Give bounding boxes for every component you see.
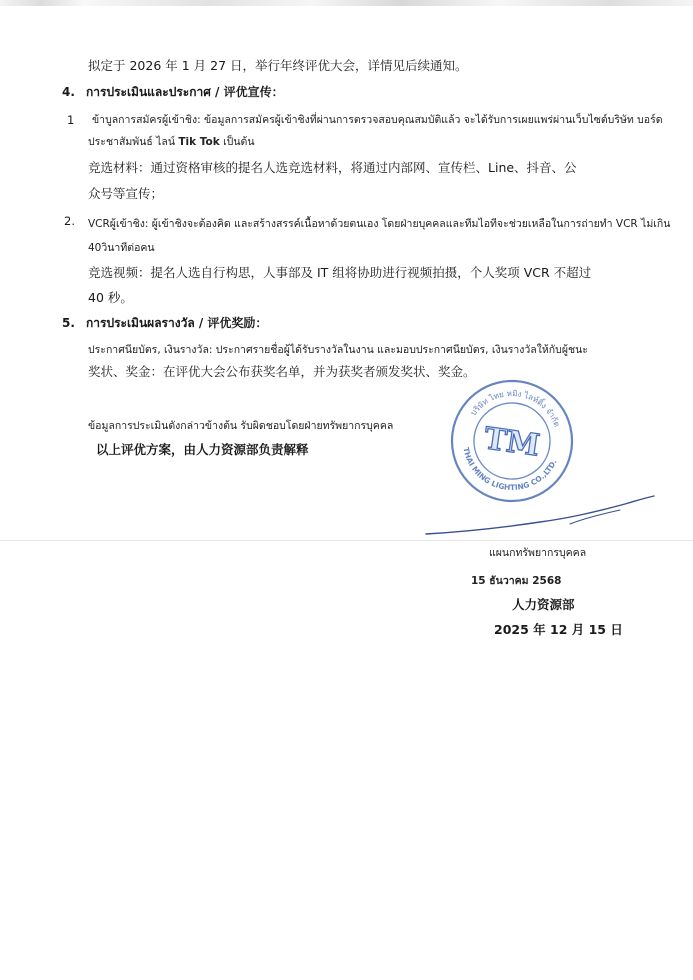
item1-thai-line2 <box>88 134 255 150</box>
stamp-center-text: TM <box>481 421 542 464</box>
closing-thai: ข้อมูลการประเมินดังกล่าวข้างต้น รับผิดชอบโดยฝ่ายทรัพยากรบุคคล <box>88 420 394 432</box>
intro-line: 拟定于 2026 年 1 月 27 日，举行年终评优大会，详情见后续通知。 <box>88 58 468 73</box>
item1-thai-line2-pre: ประชาสัมพันธ์ ไลน์ <box>88 136 179 148</box>
section5-title: การประเมินผลรางวัล / 评优奖励： <box>86 316 268 330</box>
item1-cn-line1: 竞选材料：通过资格审核的提名人选竞选材料，将通过内部网、宣传栏、Line、抖音、公 <box>88 160 577 175</box>
item2-number: 2. <box>64 214 75 228</box>
item2-cn-line2: 40 秒。 <box>88 290 133 305</box>
section5-cn-line: 奖状、奖金：在评优大会公布获奖名单，并为获奖者颁发奖状、奖金。 <box>88 364 476 379</box>
scan-edge-artifact <box>0 0 693 6</box>
stamp-ring-top-text: บริษัท ไทย หมิง ไลท์ติ้ง จำกัด <box>468 388 562 429</box>
item2-thai-line2: 40วินาทีต่อคน <box>88 242 155 254</box>
section4-title: การประเมินและประกาศ / 评优宣传： <box>86 85 284 99</box>
signature-date-thai: 15 ธันวาคม 2568 <box>471 575 562 587</box>
section5-thai-line: ประกาศนียบัตร, เงินรางวัล: ประกาศรายชื่อผู้ได้รับรางวัลในงาน และมอบประกาศนียบัตร, เงินรางวัลให้กับผู้ชนะ <box>88 344 588 356</box>
signature-date-cn: 2025 年 12 月 15 日 <box>494 622 623 637</box>
item1-cn-line2: 众号等宣传； <box>88 186 164 201</box>
signature-dept-thai: แผนกทรัพยากรบุคคล <box>489 547 587 559</box>
item1-thai-line1: ข้าบูลการสมัครผู้เข้าชิง: ข้อมูลการสมัครผู้เข้าชิงที่ผ่านการตรวจสอบคุณสมบัติแล้ว จะได้รับการเผยแพร่ผ่านเว็บไซต์บริษัท บอร์ด <box>92 114 663 126</box>
stamp-ring-bottom-text: THAI MING LIGHTING CO.,LTD. <box>461 446 559 493</box>
handwritten-signature <box>420 488 660 548</box>
closing-cn: 以上评优方案，由人力资源部负责解释 <box>96 442 309 457</box>
item1-number: 1 <box>67 113 75 127</box>
section4-number: 4. <box>62 85 75 99</box>
item1-thai-line2-bold: Tik Tok <box>178 136 220 148</box>
section5-number: 5. <box>62 316 75 330</box>
item1-thai-line2-post: เป็นต้น <box>219 136 255 148</box>
item2-thai-line1: VCRผู้เข้าชิง: ผู้เข้าชิงจะต้องคิด และสร้างสรรค์เนื้อหาด้วยตนเอง โดยฝ่ายบุคคลและทีมไอทีจะช่วยเหลือในการถ่ายทำ VCR ไม่เกิน <box>88 218 671 230</box>
item2-cn-line1: 竞选视频：提名人选自行构思，人事部及 IT 组将协助进行视频拍摄，个人奖项 VCR 不超过 <box>88 265 592 280</box>
signature-dept-cn: 人力资源部 <box>512 597 575 612</box>
